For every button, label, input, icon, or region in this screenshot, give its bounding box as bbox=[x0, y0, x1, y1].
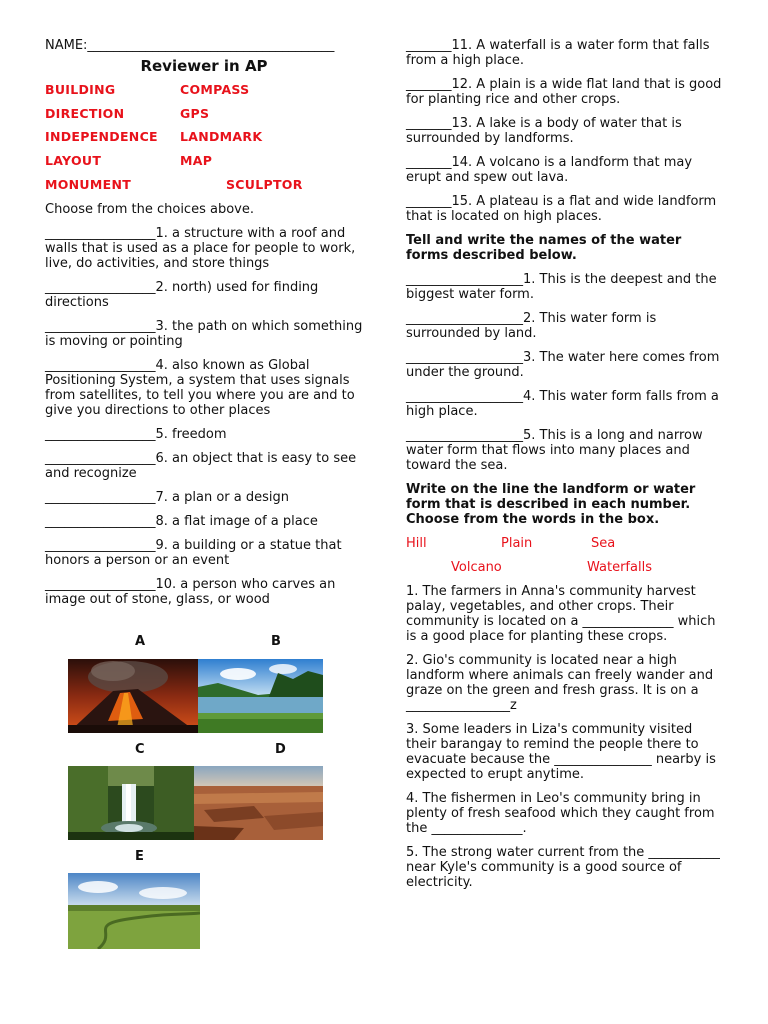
word-sea: Sea bbox=[591, 536, 616, 551]
question-item: _________________7. a plan or a design bbox=[45, 490, 289, 505]
choice-direction: DIRECTION bbox=[45, 106, 125, 121]
word-hill: Hill bbox=[406, 536, 427, 551]
question-item: _________________1. a structure with a roof and walls that is used as a place for people to work, live, do activities, and store things bbox=[45, 226, 356, 271]
question-item: 4. The fishermen in Leo's community bring in plenty of fresh seafood which they caught from the ______________. bbox=[406, 791, 715, 836]
choice-landmark: LANDMARK bbox=[180, 129, 263, 144]
volcano-image bbox=[68, 659, 198, 733]
word-box bbox=[406, 536, 726, 584]
lake-image bbox=[198, 659, 323, 733]
part3-instruction: Write on the line the landform or water form that is described in each number. Choose from the words in the box. bbox=[406, 482, 696, 527]
question-item: __________________1. This is the deepest and the biggest water form. bbox=[406, 272, 717, 302]
choices-list bbox=[45, 82, 365, 202]
word-waterfalls: Waterfalls bbox=[587, 560, 652, 575]
waterfall-image bbox=[68, 766, 194, 840]
page-title: Reviewer in AP bbox=[140, 57, 268, 75]
question-item: 1. The farmers in Anna's community harvest palay, vegetables, and other crops. Their community is located on a ______________ which is a good place for planting these crops. bbox=[406, 584, 716, 644]
question-item: _________________3. the path on which something is moving or pointing bbox=[45, 319, 363, 349]
left-column bbox=[45, 38, 365, 616]
question-item: _________________5. freedom bbox=[45, 427, 227, 442]
question-item: __________________4. This water form falls from a high place. bbox=[406, 389, 719, 419]
choice-layout: LAYOUT bbox=[45, 153, 102, 168]
question-item: _______14. A volcano is a landform that may erupt and spew out lava. bbox=[406, 155, 693, 185]
question-item: 5. The strong water current from the ___________ near Kyle's community is a good source of electricity. bbox=[406, 845, 720, 890]
question-item: _________________4. also known as Global Positioning System, a system that uses signals from satellites, to tell you where you are and to give you directions to other places bbox=[45, 358, 355, 418]
picture-label-c: C bbox=[135, 742, 145, 757]
question-item: _________________8. a flat image of a place bbox=[45, 514, 318, 529]
question-item: _________________2. north) used for finding directions bbox=[45, 280, 319, 310]
question-item: _______13. A lake is a body of water that is surrounded by landforms. bbox=[406, 116, 682, 146]
choice-compass: COMPASS bbox=[180, 82, 250, 97]
question-item: __________________2. This water form is surrounded by land. bbox=[406, 311, 657, 341]
right-column bbox=[406, 38, 726, 899]
question-item: _________________10. a person who carves an image out of stone, glass, or wood bbox=[45, 577, 336, 607]
question-item: _______15. A plateau is a flat and wide landform that is located on high places. bbox=[406, 194, 717, 224]
part1-instruction: Choose from the choices above. bbox=[45, 202, 254, 217]
part2-instruction: Tell and write the names of the water forms described below. bbox=[406, 233, 682, 263]
question-item: _________________9. a building or a statue that honors a person or an event bbox=[45, 538, 342, 568]
picture-label-b: B bbox=[271, 634, 281, 649]
choice-map: MAP bbox=[180, 153, 213, 168]
word-volcano: Volcano bbox=[451, 560, 502, 575]
picture-label-a: A bbox=[135, 634, 146, 649]
question-item: __________________5. This is a long and narrow water form that flows into many places and toward the sea. bbox=[406, 428, 703, 473]
choice-sculptor: SCULPTOR bbox=[226, 177, 303, 192]
plateau-image bbox=[194, 766, 323, 840]
question-item: 2. Gio's community is located near a high landform where animals can freely wander and graze on the green and fresh grass. It is on a ________________z bbox=[406, 653, 714, 713]
picture-label-e: E bbox=[135, 849, 144, 864]
choice-building: BUILDING bbox=[45, 82, 116, 97]
picture-label-d: D bbox=[275, 742, 286, 757]
word-plain: Plain bbox=[501, 536, 533, 551]
question-item: __________________3. The water here comes from under the ground. bbox=[406, 350, 720, 380]
question-item: _______12. A plain is a wide flat land that is good for planting rice and other crops. bbox=[406, 77, 722, 107]
choice-monument: MONUMENT bbox=[45, 177, 132, 192]
plain-image bbox=[68, 873, 200, 949]
question-item: 3. Some leaders in Liza's community visited their barangay to remind the people there to evacuate because the _______________ nearby is expected to erupt anytime. bbox=[406, 722, 716, 782]
question-item: _______11. A waterfall is a water form that falls from a high place. bbox=[406, 38, 710, 68]
choice-gps: GPS bbox=[180, 106, 210, 121]
question-item: _________________6. an object that is easy to see and recognize bbox=[45, 451, 357, 481]
choice-independence: INDEPENDENCE bbox=[45, 129, 158, 144]
name-field-line: NAME:______________________________________ bbox=[45, 38, 335, 53]
